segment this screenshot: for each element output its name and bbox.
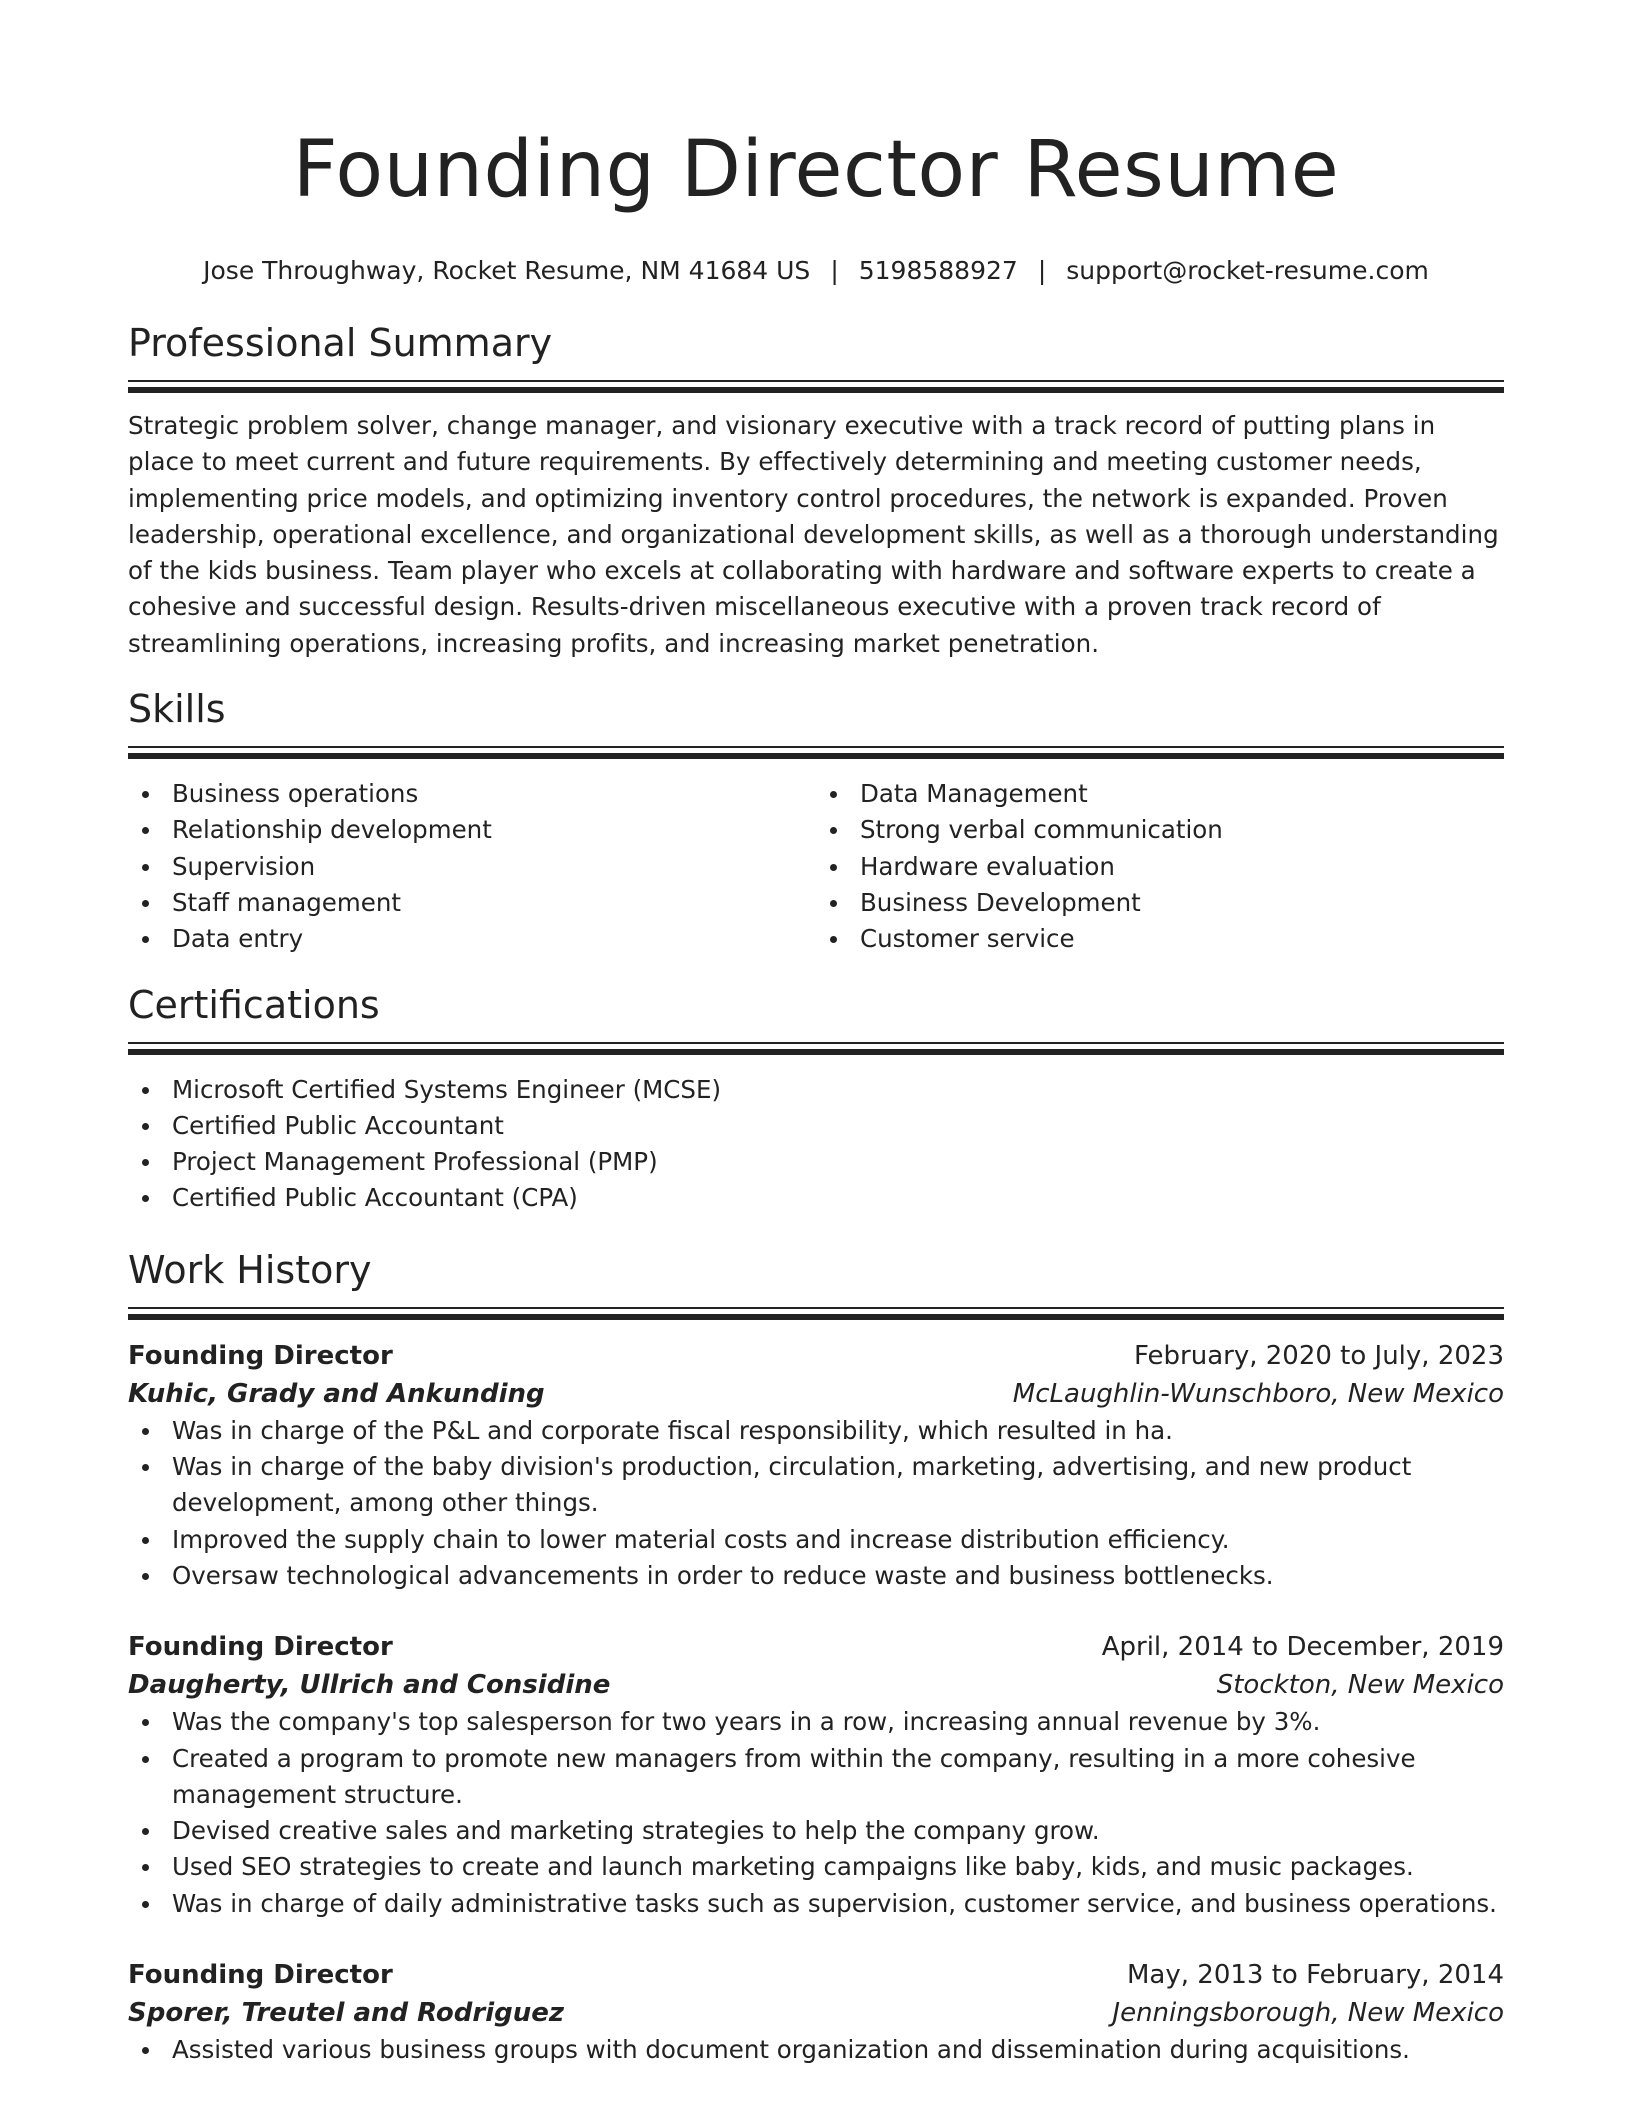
contact-line bbox=[128, 254, 1504, 288]
job-header-row bbox=[128, 1956, 1504, 1994]
certifications-list bbox=[128, 1072, 1504, 1217]
skill-item: Data entry bbox=[128, 921, 816, 957]
job-location: Jenningsborough, New Mexico bbox=[1112, 1998, 1504, 2029]
job-dates: May, 2013 to February, 2014 bbox=[1127, 1960, 1504, 1991]
job-duty: Was the company's top salesperson for two years in a row, increasing annual revenue by 3%. bbox=[128, 1704, 1504, 1740]
skill-item: Hardware evaluation bbox=[816, 849, 1504, 885]
job-entry bbox=[128, 1337, 1504, 1594]
section-divider bbox=[128, 746, 1504, 760]
certification-item: Certified Public Accountant (CPA) bbox=[128, 1180, 1504, 1216]
section-divider bbox=[128, 380, 1504, 394]
work-history-section bbox=[128, 1245, 1504, 2069]
skill-item: Relationship development bbox=[128, 812, 816, 848]
job-header-row bbox=[128, 1628, 1504, 1666]
job-duty: Devised creative sales and marketing strategies to help the company grow. bbox=[128, 1813, 1504, 1849]
job-location: McLaughlin-Wunschboro, New Mexico bbox=[1012, 1378, 1504, 1409]
job-company-row bbox=[128, 1666, 1504, 1704]
certification-item: Microsoft Certified Systems Engineer (MCSE) bbox=[128, 1072, 1504, 1108]
certification-item: Project Management Professional (PMP) bbox=[128, 1144, 1504, 1180]
job-duty: Used SEO strategies to create and launch marketing campaigns like baby, kids, and music packages. bbox=[128, 1849, 1504, 1885]
skills-list-right bbox=[816, 776, 1504, 957]
section-divider bbox=[128, 1042, 1504, 1056]
skills-heading: Skills bbox=[128, 687, 226, 732]
summary-heading: Professional Summary bbox=[128, 321, 553, 365]
job-company-row bbox=[128, 1375, 1504, 1413]
skill-item: Customer service bbox=[816, 921, 1504, 957]
job-duty: Was in charge of daily administrative tasks such as supervision, customer service, and business operations. bbox=[128, 1886, 1504, 1922]
job-duties bbox=[128, 2032, 1504, 2068]
job-duties bbox=[128, 1413, 1504, 1594]
job-duties bbox=[128, 1704, 1504, 1922]
job-duty: Assisted various business groups with document organization and dissemination during acquisitions. bbox=[128, 2032, 1504, 2068]
job-dates: February, 2020 to July, 2023 bbox=[1134, 1340, 1504, 1371]
certifications-heading: Certifications bbox=[128, 982, 380, 1027]
job-duty: Improved the supply chain to lower material costs and increase distribution efficiency. bbox=[128, 1522, 1504, 1558]
resume-title: Founding Director Resume bbox=[292, 125, 1340, 215]
skill-item: Staff management bbox=[128, 885, 816, 921]
skill-item: Business Development bbox=[816, 885, 1504, 921]
skills-section bbox=[128, 684, 1504, 957]
contact-separator: | bbox=[1037, 256, 1047, 285]
job-title: Founding Director bbox=[128, 1960, 393, 1991]
job-duty: Created a program to promote new managers from within the company, resulting in a more cohesive management structure. bbox=[128, 1741, 1504, 1814]
work-history-heading: Work History bbox=[128, 1247, 372, 1292]
job-duty: Was in charge of the P&L and corporate fiscal responsibility, which resulted in ha. bbox=[128, 1413, 1504, 1449]
job-header-row bbox=[128, 1337, 1504, 1375]
job-title: Founding Director bbox=[128, 1340, 393, 1371]
contact-phone: 5198588927 bbox=[858, 256, 1018, 285]
summary-text: Strategic problem solver, change manager, and visionary executive with a track record of putting plans in place to meet current and future requirements. By effectively determining and meeting customer needs, implementing price models, and optimizing inventory control procedures, the network is expanded. Proven leadership, operational excellence, and organizational development skills, as well as a thorough understanding of the kids business. Team player who excels at collaborating with hardware and software experts to create a cohesive and successful design. Results-driven miscellaneous executive with a proven track record of streamlining operations, increasing profits, and increasing market penetration. bbox=[128, 411, 1499, 658]
skill-item: Strong verbal communication bbox=[816, 812, 1504, 848]
job-duty: Was in charge of the baby division's production, circulation, marketing, advertising, and new product development, among other things. bbox=[128, 1449, 1504, 1522]
skills-grid bbox=[128, 776, 1504, 957]
skill-item: Data Management bbox=[816, 776, 1504, 812]
certification-item: Certified Public Accountant bbox=[128, 1108, 1504, 1144]
job-entry bbox=[128, 1628, 1504, 1922]
job-entry bbox=[128, 1956, 1504, 2068]
certifications-section bbox=[128, 980, 1504, 1217]
job-duty: Oversaw technological advancements in order to reduce waste and business bottlenecks. bbox=[128, 1558, 1504, 1594]
skill-item: Supervision bbox=[128, 849, 816, 885]
job-company-row bbox=[128, 1994, 1504, 2032]
skill-item: Business operations bbox=[128, 776, 816, 812]
job-title: Founding Director bbox=[128, 1632, 393, 1663]
summary-section bbox=[128, 318, 1504, 662]
contact-separator: | bbox=[830, 256, 839, 285]
contact-address: Jose Throughway, Rocket Resume, NM 41684 US bbox=[203, 256, 811, 285]
job-dates: April, 2014 to December, 2019 bbox=[1101, 1632, 1504, 1663]
job-company: Sporer, Treutel and Rodriguez bbox=[128, 1998, 564, 2029]
contact-email[interactable]: support@rocket-resume.com bbox=[1066, 256, 1429, 285]
skills-list-left bbox=[128, 776, 816, 957]
section-divider bbox=[128, 1307, 1504, 1321]
job-company: Kuhic, Grady and Ankunding bbox=[128, 1378, 545, 1409]
job-location: Stockton, New Mexico bbox=[1216, 1670, 1504, 1701]
job-company: Daugherty, Ullrich and Considine bbox=[128, 1670, 611, 1701]
